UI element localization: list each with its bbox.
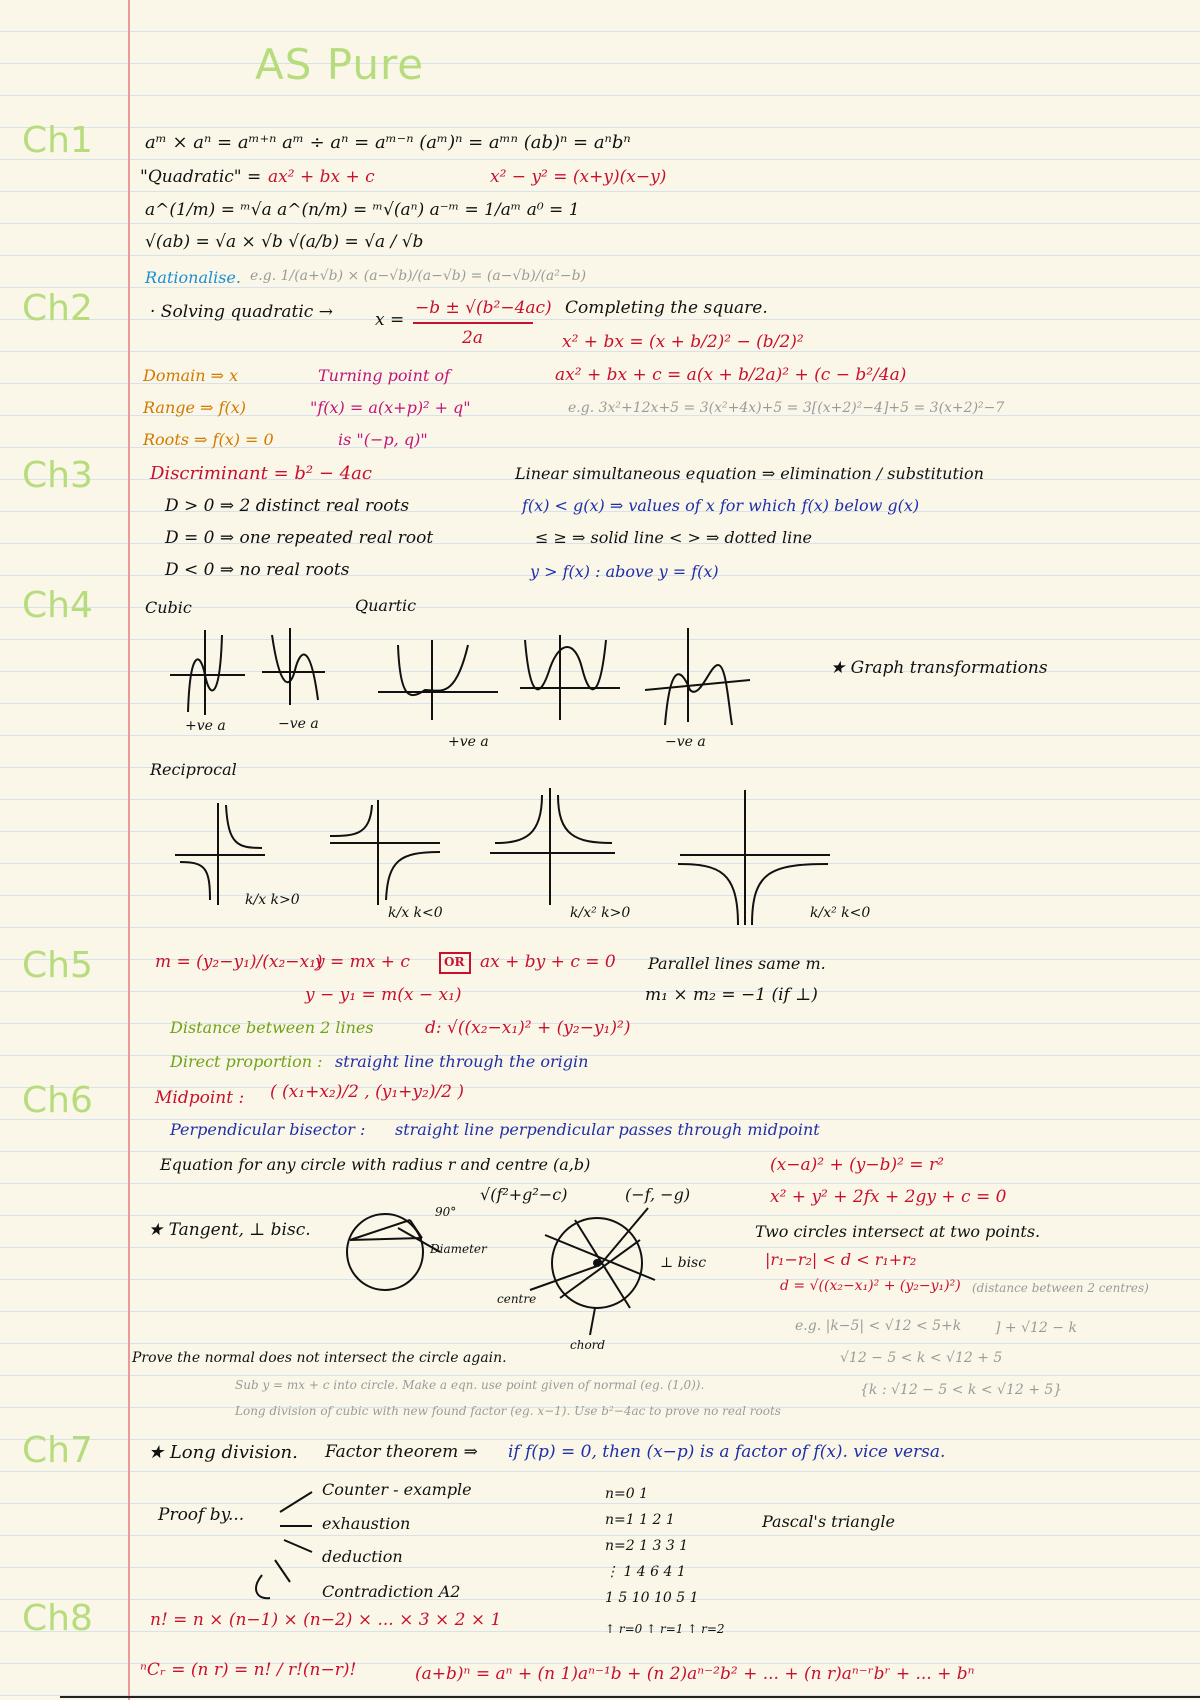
reciprocal-kx2-positive-sketch — [490, 788, 615, 905]
quadratic-formula-denominator: 2a — [462, 328, 483, 348]
pascal-row-4: 1 5 10 10 5 1 — [605, 1590, 699, 1606]
normal-note-2: Long division of cubic with new found factor (eg. x−1). Use b²−4ac to prove no real roots — [235, 1404, 781, 1418]
pascal-row-3: ⋮ 1 4 6 4 1 — [605, 1564, 686, 1580]
quartic-label: Quartic — [355, 596, 417, 615]
inequality-below: f(x) < g(x) ⇒ values of x for which f(x) below g(x) — [522, 496, 920, 515]
example-range: √12 − 5 < k < √12 + 5 — [840, 1350, 1003, 1366]
chapter-label-4: Ch4 — [22, 585, 93, 626]
centre-label: centre — [497, 1292, 537, 1306]
radius-expression: √(f²+g²−c) — [480, 1185, 568, 1204]
roots-def: Roots ⇒ f(x) = 0 — [143, 430, 274, 449]
chapter-label-6: Ch6 — [22, 1080, 93, 1121]
diameter-label: Diameter — [430, 1242, 487, 1256]
discriminant-zero: D = 0 ⇒ one repeated real root — [165, 528, 434, 548]
range-def: Range ⇒ f(x) — [143, 398, 246, 417]
discriminant-positive: D > 0 ⇒ 2 distinct real roots — [165, 496, 410, 516]
pascal-row-1: n=1 1 2 1 — [605, 1512, 675, 1528]
quartic-negative-label: −ve a — [665, 734, 706, 750]
chapter-label-8: Ch8 — [22, 1598, 93, 1639]
proof-exhaustion: exhaustion — [322, 1514, 411, 1533]
proof-deduction: deduction — [322, 1547, 403, 1566]
line-equation-1: y = mx + c — [315, 952, 410, 972]
reciprocal-3-label: k/x² k>0 — [570, 905, 631, 921]
chapter-label-3: Ch3 — [22, 455, 93, 496]
tangent-circle-sketch — [347, 1214, 440, 1290]
direct-proportion-text: straight line through the origin — [335, 1052, 589, 1071]
binomial-expansion: (a+b)ⁿ = aⁿ + (n 1)aⁿ⁻¹b + (n 2)aⁿ⁻²b² + ... + (n r)aⁿ⁻ʳbʳ + ... + bⁿ — [415, 1664, 975, 1684]
reciprocal-kx2-negative-sketch — [678, 790, 830, 925]
bottom-rule — [60, 1696, 1200, 1698]
quartic-negative-sketch — [645, 628, 750, 725]
intersection-condition: |r₁−r₂| < d < r₁+r₂ — [765, 1250, 917, 1269]
angle-90-label: 90° — [435, 1205, 457, 1219]
direct-proportion-label: Direct proportion : — [170, 1052, 323, 1071]
inequality-lines: ≤ ≥ ⇒ solid line < > ⇒ dotted line — [535, 528, 812, 547]
factor-theorem-text: if f(p) = 0, then (x−p) is a factor of f(x). vice versa. — [508, 1442, 946, 1462]
surd-rules: √(ab) = √a × √b √(a/b) = √a / √b — [145, 232, 424, 252]
completing-square-label: Completing the square. — [565, 298, 768, 318]
perp-bisector-label: ⊥ bisc — [660, 1255, 707, 1271]
circle-equation-1: (x−a)² + (y−b)² = r² — [770, 1155, 944, 1175]
chapter-label-2: Ch2 — [22, 288, 93, 329]
completing-square-2: ax² + bx + c = a(x + b/2a)² + (c − b²/4a) — [555, 365, 907, 385]
turning-point-3: is "(−p, q)" — [338, 430, 428, 449]
quartic-positive-sketch — [378, 640, 498, 720]
fractional-indices: a^(1/m) = ᵐ√a a^(n/m) = ᵐ√(aⁿ) a⁻ᵐ = 1/aᵐ a⁰ = 1 — [145, 200, 580, 220]
line-equation-2: ax + by + c = 0 — [480, 952, 616, 972]
linear-simultaneous: Linear simultaneous equation ⇒ elimination / substitution — [515, 464, 984, 483]
reciprocal-kx-positive-sketch — [175, 803, 265, 905]
chapter-label-1: Ch1 — [22, 120, 93, 161]
turning-point-1: Turning point of — [318, 366, 451, 385]
page-title: AS Pure — [255, 40, 425, 89]
circle-equation-label: Equation for any circle with radius r and centre (a,b) — [160, 1155, 591, 1174]
perpendicular-bisector-text: straight line perpendicular passes through midpoint — [395, 1120, 820, 1139]
turning-point-2: "f(x) = a(x+p)² + q" — [310, 398, 471, 417]
normal-heading: Prove the normal does not intersect the circle again. — [132, 1350, 507, 1366]
midpoint-label: Midpoint : — [155, 1088, 245, 1108]
proof-contradiction: Contradiction A2 — [322, 1582, 461, 1601]
completing-square-example: e.g. 3x²+12x+5 = 3(x²+4x)+5 = 3[(x+2)²−4]+5 = 3(x+2)²−7 — [568, 400, 1005, 416]
reciprocal-1-label: k/x k>0 — [245, 892, 300, 908]
quartic-positive-label: +ve a — [448, 734, 489, 750]
rationalise-label: Rationalise. — [145, 268, 241, 287]
example-condition: e.g. |k−5| < √12 < 5+k — [795, 1318, 962, 1334]
cubic-negative-sketch — [262, 628, 325, 705]
graph-transformations: ★ Graph transformations — [830, 658, 1048, 678]
ncr-definition: ⁿCᵣ = (n r) = n! / r!(n−r)! — [140, 1660, 357, 1680]
cubic-positive-label: +ve a — [185, 718, 226, 734]
reciprocal-label: Reciprocal — [150, 760, 237, 779]
distance-label: Distance between 2 lines — [170, 1018, 374, 1037]
domain-def: Domain ⇒ x — [143, 366, 239, 385]
distance-between-centres: d = √((x₂−x₁)² + (y₂−y₁)²) — [780, 1278, 961, 1294]
chord-circle-sketch — [530, 1208, 655, 1335]
chapter-label-5: Ch5 — [22, 945, 93, 986]
pascal-row-2: n=2 1 3 3 1 — [605, 1538, 689, 1554]
perpendicular-bisector-label: Perpendicular bisector : — [170, 1120, 366, 1139]
pascal-triangle-label: Pascal's triangle — [762, 1512, 895, 1531]
reciprocal-kx-negative-sketch — [330, 800, 440, 905]
perpendicular-gradients: m₁ × m₂ = −1 (if ⊥) — [645, 985, 818, 1005]
pascal-row-0: n=0 1 — [605, 1486, 649, 1502]
example-side-note: ] + √12 − k — [995, 1320, 1077, 1336]
or-label: OR — [444, 955, 465, 969]
midpoint-formula: ( (x₁+x₂)/2 , (y₁+y₂)/2 ) — [270, 1082, 465, 1102]
cubic-negative-label: −ve a — [278, 716, 319, 732]
proof-counter-example: Counter - example — [322, 1480, 472, 1499]
quadratic-label: "Quadratic" = — [140, 167, 262, 187]
gradient-formula: m = (y₂−y₁)/(x₂−x₁) — [155, 952, 323, 972]
completing-square-1: x² + bx = (x + b/2)² − (b/2)² — [562, 332, 804, 352]
distance-formula: d: √((x₂−x₁)² + (y₂−y₁)²) — [425, 1018, 631, 1038]
solving-quadratic-label: · Solving quadratic → — [150, 302, 333, 322]
quadratic-formula-numerator: −b ± √(b²−4ac) — [415, 298, 552, 318]
factorial-definition: n! = n × (n−1) × (n−2) × ... × 3 × 2 × 1 — [150, 1610, 502, 1630]
chord-label: chord — [570, 1338, 606, 1352]
point-gradient-form: y − y₁ = m(x − x₁) — [305, 985, 462, 1005]
discriminant-negative: D < 0 ⇒ no real roots — [165, 560, 350, 580]
parallel-lines: Parallel lines same m. — [648, 954, 826, 973]
proof-arrows — [256, 1492, 312, 1598]
cubic-positive-sketch — [170, 630, 245, 715]
difference-of-squares: x² − y² = (x+y)(x−y) — [490, 167, 667, 187]
reciprocal-4-label: k/x² k<0 — [810, 905, 871, 921]
quadratic-expression: ax² + bx + c — [268, 167, 375, 187]
centre-point: (−f, −g) — [625, 1185, 691, 1204]
two-circles-label: Two circles intersect at two points. — [755, 1222, 1041, 1241]
binomial-r-labels: ↑ r=0 ↑ r=1 ↑ r=2 — [605, 1622, 725, 1636]
normal-note-1: Sub y = mx + c into circle. Make a eqn. use point given of normal (eg. (1,0)). — [235, 1378, 705, 1392]
chapter-label-7: Ch7 — [22, 1430, 93, 1471]
long-division-label: ★ Long division. — [148, 1442, 298, 1463]
reciprocal-2-label: k/x k<0 — [388, 905, 443, 921]
discriminant: Discriminant = b² − 4ac — [150, 463, 372, 484]
quartic-positive-w-sketch — [520, 635, 620, 720]
indices-laws: aᵐ × aⁿ = aᵐ⁺ⁿ aᵐ ÷ aⁿ = aᵐ⁻ⁿ (aᵐ)ⁿ = aᵐⁿ (ab)ⁿ = aⁿbⁿ — [145, 132, 631, 153]
example-set: {k : √12 − 5 < k < √12 + 5} — [860, 1382, 1063, 1398]
cubic-label: Cubic — [145, 598, 192, 617]
quadratic-formula-lhs: x = — [375, 310, 405, 330]
distance-note: (distance between 2 centres) — [972, 1281, 1149, 1295]
factor-theorem-label: Factor theorem ⇒ — [325, 1442, 478, 1462]
tangent-label: ★ Tangent, ⊥ bisc. — [148, 1220, 311, 1240]
inequality-above: y > f(x) : above y = f(x) — [530, 562, 719, 581]
proof-label: Proof by... — [158, 1505, 245, 1525]
circle-equation-2: x² + y² + 2fx + 2gy + c = 0 — [770, 1187, 1007, 1207]
rationalise-example: e.g. 1/(a+√b) × (a−√b)/(a−√b) = (a−√b)/(a²−b) — [250, 268, 587, 284]
